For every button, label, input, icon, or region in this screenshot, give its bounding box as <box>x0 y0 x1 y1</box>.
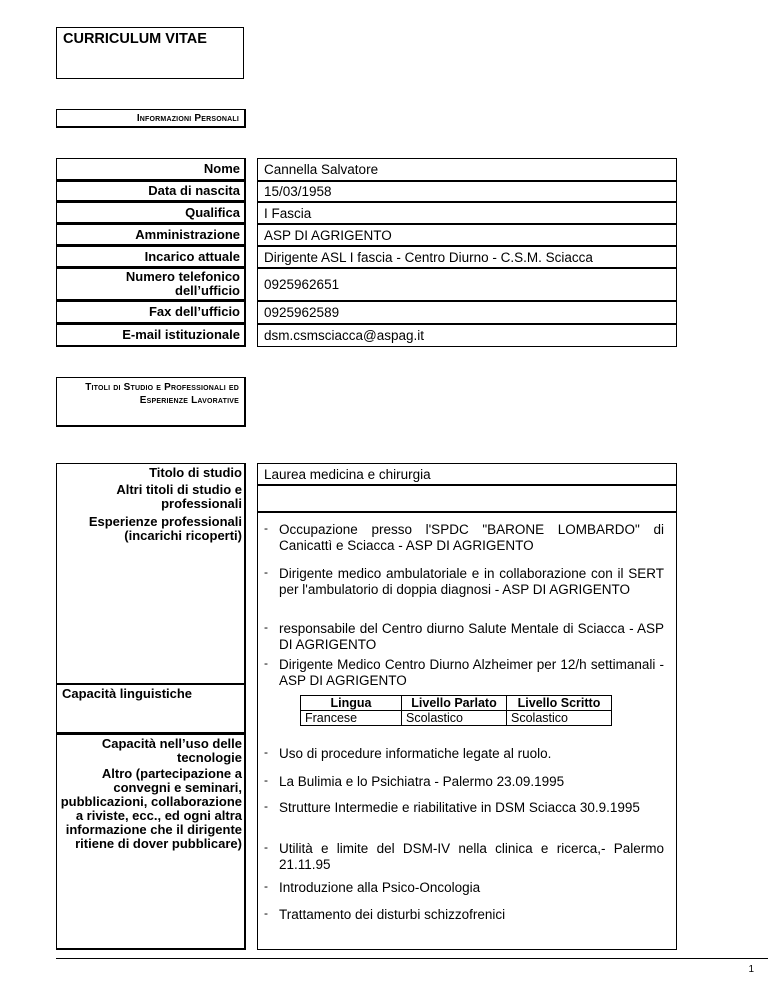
label-esperienze: Esperienze professionali (incarichi ricoperti) <box>88 514 242 543</box>
value-email: dsm.csmsciacca@aspag.it <box>257 324 677 347</box>
section-titles-heading <box>56 377 246 427</box>
value-titolo-studio: Laurea medicina e chirurgia <box>257 463 677 485</box>
value-incarico: Dirigente ASL I fascia - Centro Diurno - C.S.M. Sciacca <box>257 246 677 268</box>
section-titles-title: Titoli di Studio e Professionali ed Esperienze Lavorative <box>85 382 239 406</box>
label-titolo-studio: Titolo di studio <box>149 465 242 480</box>
footer-divider <box>56 958 768 959</box>
label-fax: Fax dell’ufficio <box>56 301 246 324</box>
language-header-row <box>301 696 612 711</box>
value-altri-titoli <box>257 485 677 512</box>
value-fax: 0925962589 <box>257 301 677 324</box>
language-header-scritto: Livello Scritto <box>507 696 612 711</box>
experience-item: - responsabile del Centro diurno Salute Mentale di Sciacca - ASP DI AGRIGENTO <box>264 620 664 652</box>
language-written: Scolastico <box>507 711 612 726</box>
other-item: - Strutture Intermedie e riabilitative in DSM Sciacca 30.9.1995 <box>264 799 640 815</box>
experience-item: - Dirigente medico ambulatoriale e in collaborazione con il SERT per l'ambulatorio di doppia diagnosi - ASP DI AGRIGENTO <box>264 565 664 597</box>
page-number: 1 <box>748 964 754 975</box>
language-row <box>301 711 612 726</box>
label-incarico: Incarico attuale <box>56 246 246 268</box>
value-telefono: 0925962651 <box>257 268 677 301</box>
language-spoken: Scolastico <box>402 711 507 726</box>
value-data-nascita: 15/03/1958 <box>257 181 677 202</box>
technology-item: - Uso di procedure informatiche legate al ruolo. <box>264 745 552 761</box>
language-table <box>300 695 612 726</box>
cv-title: CURRICULUM VITAE <box>63 31 207 47</box>
other-item: - Trattamento dei disturbi schizzofrenici <box>264 906 506 922</box>
label-email: E-mail istituzionale <box>56 324 246 347</box>
other-item: - Introduzione alla Psico-Oncologia <box>264 879 481 895</box>
language-header-lingua: Lingua <box>301 696 402 711</box>
language-name: Francese <box>301 711 402 726</box>
value-nome: Cannella Salvatore <box>257 158 677 181</box>
other-item: - La Bulimia e lo Psichiatra - Palermo 23.09.1995 <box>264 773 565 789</box>
label-amministrazione: Amministrazione <box>56 224 246 246</box>
cv-title-box <box>56 27 244 79</box>
experience-item: - Occupazione presso l'SPDC "BARONE LOMBARDO" di Canicattì e Sciacca - ASP DI AGRIGENTO <box>264 521 664 553</box>
section-personal-title: Informazioni Personali <box>136 113 239 124</box>
value-amministrazione: ASP DI AGRIGENTO <box>257 224 677 246</box>
label-qualifica: Qualifica <box>56 202 246 224</box>
label-nome: Nome <box>56 158 246 181</box>
label-altri-titoli: Altri titoli di studio e professionali <box>116 482 242 511</box>
other-item: - Utilità e limite del DSM-IV nella clinica e ricerca,- Palermo 21.11.95 <box>264 840 664 872</box>
label-data-nascita: Data di nascita <box>56 181 246 202</box>
label-altro: Altro (partecipazione a convegni e seminari, pubblicazioni, collaborazione a riviste, ecc., ed ogni altra informazione che il dirigente ritiene di dover pubblicare) <box>60 766 242 851</box>
label-tecnologie: Capacità nell’uso delle tecnologie <box>101 736 242 765</box>
label-telefono: Numero telefonico dell’ufficio <box>56 268 246 301</box>
label-lingue: Capacità linguistiche <box>62 686 193 701</box>
value-qualifica: I Fascia <box>257 202 677 224</box>
experience-item: - Dirigente Medico Centro Diurno Alzheimer per 12/h settimanali - ASP DI AGRIGENTO <box>264 656 664 688</box>
section-personal-heading <box>56 109 246 128</box>
language-header-parlato: Livello Parlato <box>402 696 507 711</box>
